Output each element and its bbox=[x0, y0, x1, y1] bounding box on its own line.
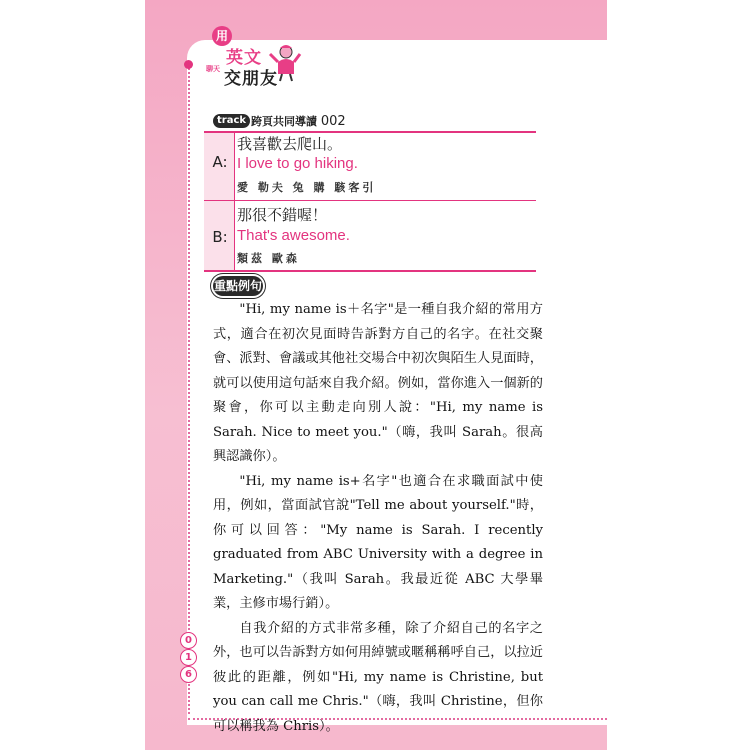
book-logo bbox=[206, 26, 306, 89]
speaker-a: A: bbox=[212, 153, 228, 171]
paragraph-1: "Hi, my name is＋名字"是一種自我介紹的常用方式，適合在初次見面時告訴對方自己的名字。在社交聚會、派對、會議或其他社交場合中初次與陌生人見面時，就可以使用這句話來自我介紹。例如，當你進入一個新的聚會，你可以主動走向別人說："Hi, my name is Sarah. Nice to meet you."（嗨，我叫 Sarah。很高興認識你）。 bbox=[213, 302, 543, 464]
dialogue-b-pronunciation: 類茲 歐森 bbox=[237, 252, 300, 265]
logo-friends: 交朋友 bbox=[224, 69, 278, 89]
track-number: 002 bbox=[320, 114, 346, 129]
dialogue-a-english: I love to go hiking. bbox=[237, 155, 358, 172]
logo-english: 英文 bbox=[226, 48, 262, 68]
dialogue-a-pronunciation: 愛 勒夫 兔 購 駭客引 bbox=[237, 181, 377, 194]
border-start-dot bbox=[184, 60, 193, 69]
cheering-figure-icon bbox=[264, 42, 304, 82]
dialogue-b-chinese: 那很不錯喔！ bbox=[237, 206, 328, 224]
paragraph-3: 自我介紹的方式非常多種，除了介紹自己的名字之外，也可以告訴對方如何用綽號或暱稱稱呼自己，以拉近彼此的距離，例如"Hi, my name is Christine, but you can call me Chris."（嗨，我叫 Christine，但你可以稱我為 Chris）。 bbox=[213, 620, 543, 734]
page-number-digit-3: 6 bbox=[180, 666, 197, 683]
logo-liaotian: 聊天 bbox=[206, 65, 220, 73]
track-badge: track bbox=[213, 114, 250, 128]
track-label-text: 跨頁共同導讀 bbox=[251, 115, 317, 128]
dotted-border-left bbox=[188, 64, 190, 714]
dialogue-mid-rule bbox=[204, 200, 536, 201]
page-number-digit-1: 0 bbox=[180, 632, 197, 649]
explanation-body bbox=[213, 298, 543, 739]
logo-yong: 用 bbox=[212, 26, 232, 46]
dialogue-bottom-rule bbox=[204, 270, 536, 272]
dialogue-b-english: That's awesome. bbox=[237, 227, 350, 244]
track-label bbox=[251, 113, 346, 129]
page-number-digit-2: 1 bbox=[180, 649, 197, 666]
speaker-b: B: bbox=[212, 228, 228, 246]
dialogue-a-chinese: 我喜歡去爬山。 bbox=[237, 135, 343, 153]
paragraph-2: "Hi, my name is+名字"也適合在求職面試中使用，例如，當面試官說"Tell me about yourself."時，你可以回答："My name is Sarah. I recently graduated from ABC University with a degree in Marketing."（我叫 Sarah。我最近從 ABC 大學畢業，主修市場行銷）。 bbox=[213, 473, 543, 611]
key-sentence-tag: 重點例句 bbox=[213, 276, 263, 296]
